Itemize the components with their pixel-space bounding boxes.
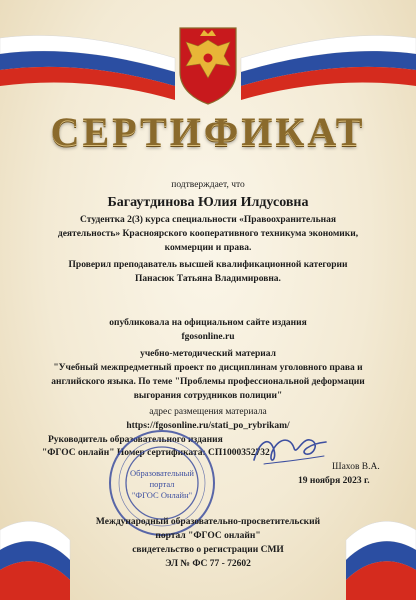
- material-line-3: выгорания сотрудников полиции": [133, 391, 283, 401]
- material-line-2: английского языка. По теме "Проблемы профессиональной деформации: [51, 377, 365, 387]
- issue-date: 19 ноября 2023 г.: [298, 476, 370, 486]
- student-line-1: Студентка 2(3) курса специальности «Правоохранительная: [80, 215, 336, 225]
- address-label: адрес размещения материала: [149, 407, 267, 417]
- footer-line-4: ЭЛ № ФС 77 - 72602: [165, 559, 251, 569]
- footer-line-2: портал "ФГОС онлайн": [155, 531, 261, 541]
- checked-line-1: Проверил преподаватель высшей квалификационной категории: [68, 260, 348, 270]
- student-line-3: коммерции и права.: [164, 243, 252, 253]
- checked-line-2: Панасюк Татьяна Владимировна.: [135, 274, 281, 284]
- material-type: учебно-методический материал: [140, 349, 276, 359]
- coat-of-arms-icon: [180, 28, 236, 104]
- footer-line-3: свидетельство о регистрации СМИ: [132, 545, 284, 555]
- site-name: fgosonline.ru: [181, 332, 235, 342]
- material-line-1: "Учебный межпредметный проект по дисциплинам уголовного права и: [53, 363, 363, 373]
- confirms-text: подтверждает, что: [171, 180, 245, 190]
- signature-image: [250, 430, 330, 470]
- head-line-1: Руководитель образовательного издания: [48, 435, 223, 445]
- head-line-2: "ФГОС онлайн" Номер сертификата: СП1000352732: [42, 448, 270, 458]
- address-url: https://fgosonline.ru/stati_po_rybrikam/: [126, 421, 290, 431]
- stamp-text-2: портал: [149, 479, 175, 489]
- footer-line-1: Международный образовательно-просветительский: [95, 517, 321, 527]
- certificate-title: СЕРТИФИКАТ: [50, 109, 366, 154]
- signer-name: Шахов В.А.: [332, 462, 380, 472]
- student-line-2: деятельность» Красноярского кооперативного техникума экономики,: [57, 229, 359, 239]
- recipient-name: Багаутдинова Юлия Илдусовна: [107, 195, 309, 210]
- stamp-text-1: Образовательный: [130, 468, 194, 478]
- published-on-text: опубликовала на официальном сайте издания: [109, 318, 307, 328]
- stamp-text-3: "ФГОС Онлайн": [131, 490, 193, 500]
